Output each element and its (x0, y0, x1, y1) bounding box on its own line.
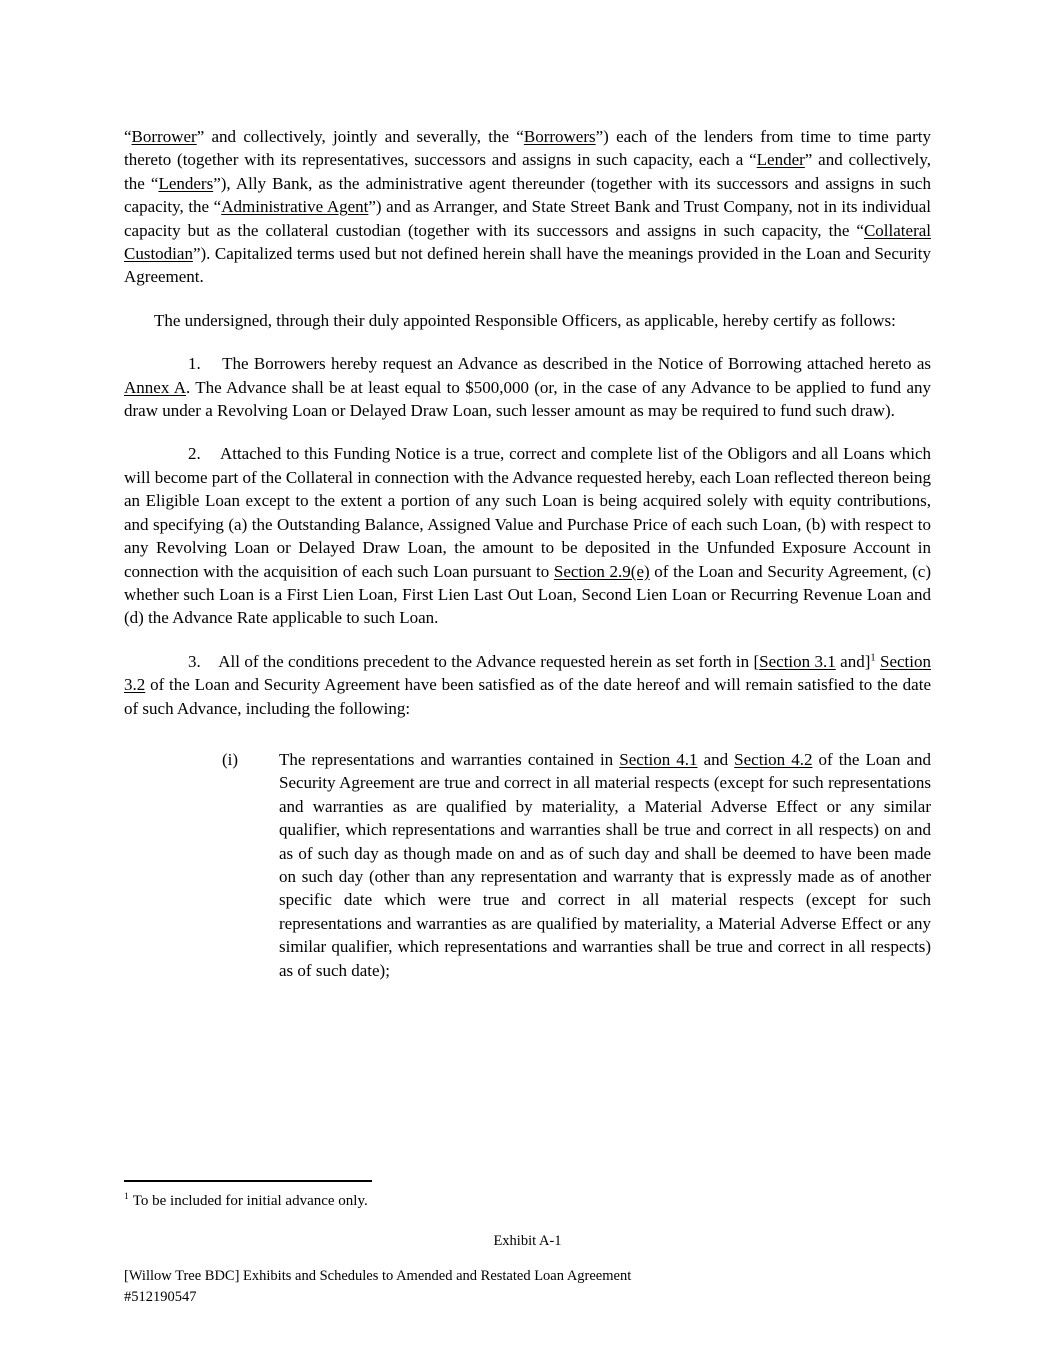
text-run: ”) and as Arranger, and State Street Bank and Trust Company, not in its individual capacity but as the collateral custodian (together with its successors and assigns in such capacity, the “ (124, 197, 931, 240)
exhibit-page-label: Exhibit A-1 (493, 1233, 562, 1249)
document-body (124, 125, 931, 1002)
text-run: ”). Capitalized terms used but not defined herein shall have the meanings provided in the Loan and Security Agreement. (124, 244, 931, 287)
text-run: ” and collectively, the “ (124, 150, 931, 193)
text-run: “ (124, 127, 132, 146)
text-run: The representations and warranties contained in (279, 749, 620, 769)
certification-lead-in (124, 309, 931, 332)
text-run: of the Loan and Security Agreement, (c) whether such Loan is a First Lien Loan, First Lien Last Out Loan, Second Lien Loan or Recurring Revenue Loan and (d) the Advance Rate applicable to such Loan. (124, 561, 931, 628)
underlined-term: Section 4.1 (619, 749, 698, 769)
text-run: . The Advance shall be at least equal to $500,000 (or, in the case of any Advance to be applied to fund any draw under a Revolving Loan or Delayed Draw Loan, such lesser amount as may be required to fund such draw). (124, 377, 931, 421)
underlined-term: Administrative Agent (221, 197, 369, 217)
numbered-item-3 (124, 650, 931, 720)
text-run: 3. All of the conditions precedent to the Advance requested herein as set forth in [ (188, 651, 760, 671)
text-run: of the Loan and Security Agreement are true and correct in all material respects (except for such representations and warranties as are qualified by materiality, a Material Adverse Effect or any similar qualifier, which representations and warranties shall be true and correct in all respects) on and as of such day as though made on and as of such day and shall be deemed to have been made on such day (other than any representation and warranty that is expressly made as of another specific date which were true and correct in all material respects (except for such representations and warranties as are qualified by materiality, a Material Adverse Effect or any similar qualifier, which representations and warranties shall be true and correct in all respects) as of such date); (279, 749, 932, 980)
underlined-term: Lender (756, 150, 805, 170)
underlined-term: Borrower (131, 127, 197, 146)
footnote-separator (124, 1180, 372, 1182)
document-id-footer (124, 1266, 631, 1307)
intro-paragraph (124, 125, 931, 289)
text-run: 2. Attached to this Funding Notice is a true, correct and complete list of the Obligors and all Loans which will become part of the Collateral in connection with the Advance requested hereby, each Loan reflected thereon being an Eligible Loan except to the extent a portion of any such Loan is being acquired solely with equity contributions, and specifying (a) the Outstanding Balance, Assigned Value and Purchase Price of each such Loan, (b) with respect to any Revolving Loan or Delayed Draw Loan, the amount to be deposited in the Unfunded Exposure Account in connection with the acquisition of each such Loan pursuant to (124, 444, 932, 581)
underlined-term: Lenders (158, 173, 214, 193)
footnote (124, 1180, 931, 1211)
text-run: and (697, 749, 735, 769)
underlined-term: Section 4.2 (734, 749, 813, 769)
numbered-item-2 (124, 442, 931, 629)
text-run: ”) each of the lenders from time to time party thereto (together with its representatives, successors and assigns in such capacity, each a “ (124, 127, 931, 170)
footnote-marker: 1 (124, 1192, 129, 1202)
text-run: 1. The Borrowers hereby request an Advance as described in the Notice of Borrowing attached hereto as (188, 354, 931, 374)
text-run: and] (835, 651, 871, 671)
footnote-text (124, 1191, 931, 1211)
text-run: ”), Ally Bank, as the administrative agent thereunder (together with its successors and assigns in such capacity, the “ (124, 173, 931, 217)
text-run: of the Loan and Security Agreement have been satisfied as of the date hereof and will remain satisfied to the date of such Advance, including the following: (124, 675, 931, 718)
underlined-term: Collateral Custodian (124, 220, 931, 264)
footer-doc-number: #512190547 (124, 1288, 197, 1305)
text-run: The undersigned, through their duly appointed Responsible Officers, as applicable, hereby certify as follows: (154, 310, 896, 330)
underlined-term: Section 3.2 (124, 651, 932, 695)
underlined-term: Section 2.9(e) (553, 561, 650, 581)
underlined-term: Borrowers (523, 127, 596, 146)
numbered-item-1 (124, 352, 931, 422)
underlined-term: Annex A (124, 377, 186, 397)
list-item-marker: (i) (222, 749, 239, 769)
text-run: ” and collectively, jointly and severally, the “ (196, 127, 524, 146)
footnote-body: To be included for initial advance only. (132, 1193, 368, 1209)
footer-title-line: [Willow Tree BDC] Exhibits and Schedules to Amended and Restated Loan Agreement (124, 1268, 632, 1284)
footnote-reference: 1 (870, 652, 876, 664)
sub-item-i (124, 748, 931, 982)
underlined-term: Section 3.1 (759, 651, 836, 671)
